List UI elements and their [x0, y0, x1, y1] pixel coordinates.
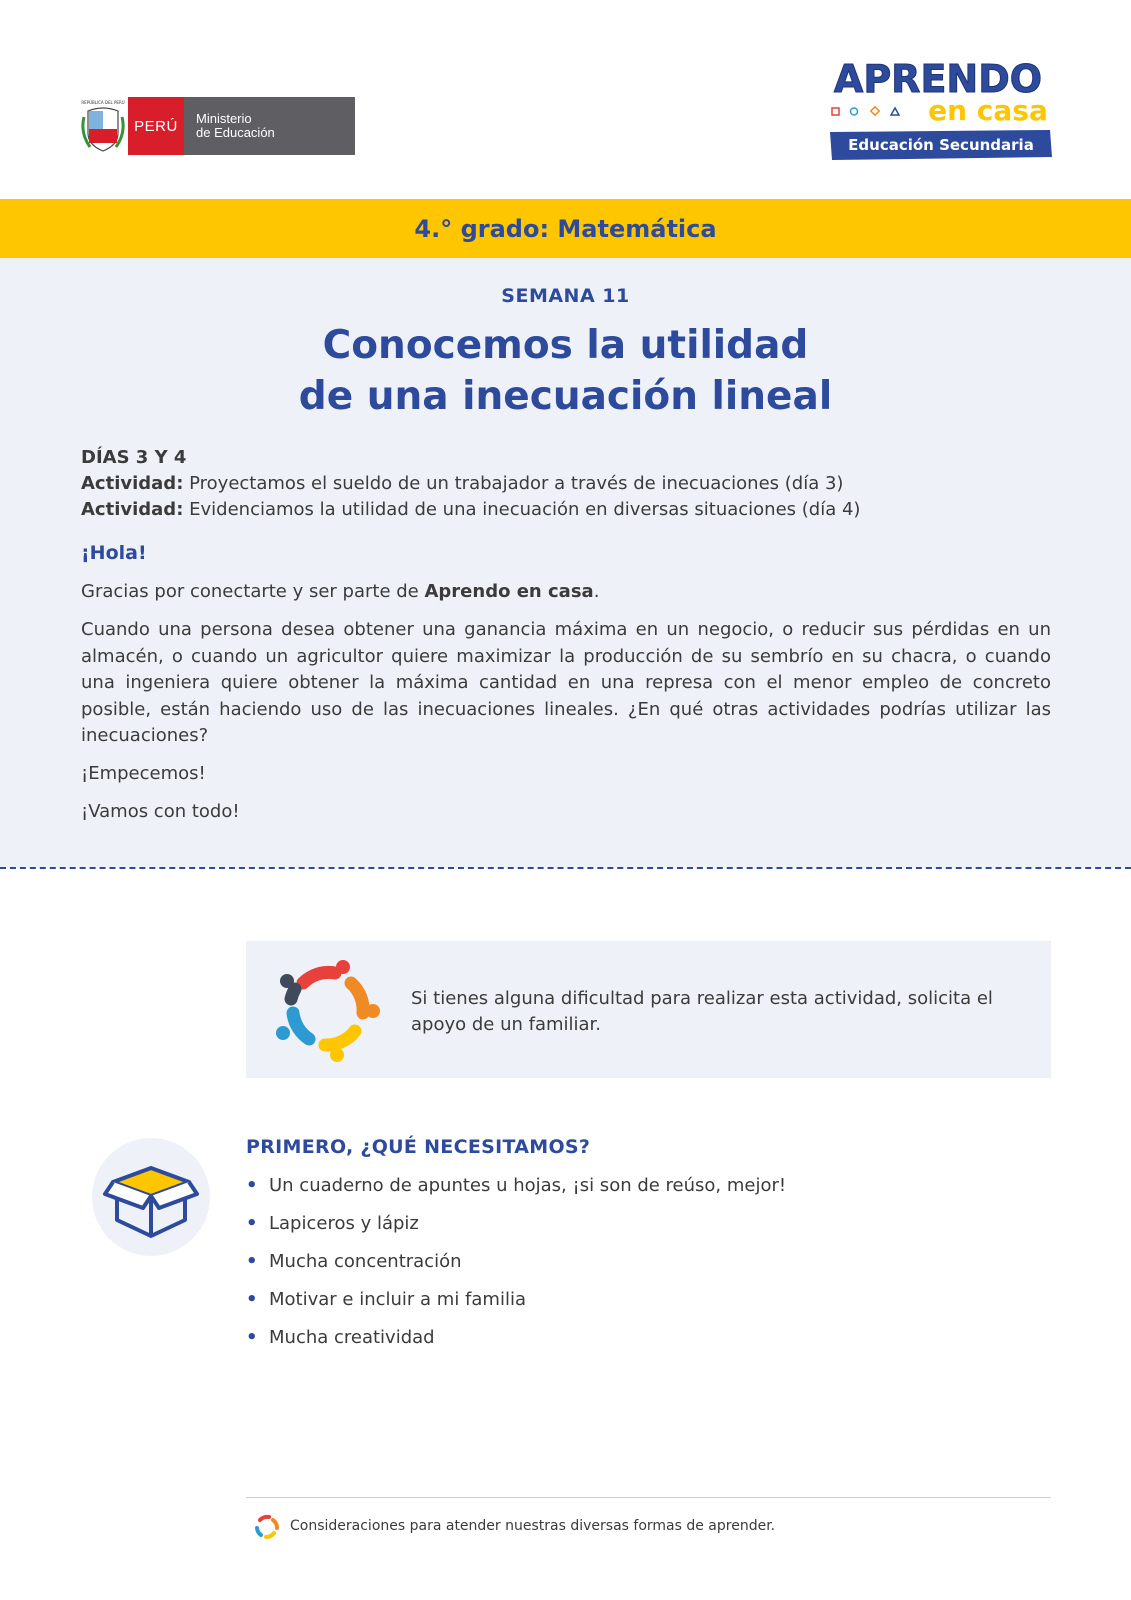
coat-of-arms-icon: [80, 97, 126, 155]
list-item: • Lapiceros y lápiz: [246, 1213, 419, 1234]
peru-label: PERÚ: [128, 97, 184, 155]
activity-day3: Actividad: Proyectamos el sueldo de un trabajador a través de inecuaciones (día 3): [81, 473, 844, 494]
needs-list: [246, 1175, 786, 1365]
ministry-label: [184, 97, 355, 155]
brand-word2: en casa: [928, 94, 1048, 127]
people-circle-small-icon: [252, 1512, 282, 1542]
cheer-text: ¡Vamos con todo!: [81, 801, 240, 822]
people-circle-icon: [273, 953, 385, 1065]
days-label: DÍAS 3 Y 4: [81, 447, 187, 468]
svg-text:REPÚBLICA DEL PERÚ: REPÚBLICA DEL PERÚ: [81, 100, 125, 105]
family-support-note: [246, 941, 1051, 1078]
aprendo-en-casa-logo: [828, 58, 1054, 166]
needs-title: PRIMERO, ¿QUÉ NECESITAMOS?: [246, 1136, 591, 1158]
list-item: • Mucha concentración: [246, 1251, 462, 1272]
ministry-logo: [80, 97, 355, 155]
brand-ribbon: Educación Secundaria: [848, 136, 1034, 154]
list-item: • Motivar e incluir a mi familia: [246, 1289, 526, 1310]
open-box-icon: [101, 1160, 201, 1240]
footer-text: Consideraciones para atender nuestras diversas formas de aprender.: [290, 1518, 776, 1534]
title-line2: de una inecuación lineal: [298, 374, 833, 419]
section-divider: [0, 867, 1131, 869]
activity-day4: Actividad: Evidenciamos la utilidad de una inecuación en diversas situaciones (día 4): [81, 499, 861, 520]
support-text: Si tienes alguna dificultad para realizar esta actividad, solicita el apoyo de un familiar.: [411, 988, 993, 1035]
ministry-line1: Ministerio: [196, 111, 252, 126]
greeting: ¡Hola!: [81, 542, 147, 564]
grade-banner: 4.° grado: Matemática: [0, 199, 1131, 258]
start-text: ¡Empecemos!: [81, 763, 206, 784]
thanks-text: Gracias por conectarte y ser parte de Aprendo en casa.: [81, 581, 600, 602]
ministry-line2: de Educación: [196, 125, 275, 140]
week-label: SEMANA 11: [501, 285, 630, 307]
shape-dots-icon: [832, 107, 899, 115]
page-title: [0, 320, 1131, 422]
list-item: • Un cuaderno de apuntes u hojas, ¡si son de reúso, mejor!: [246, 1175, 787, 1196]
intro-paragraph: Cuando una persona desea obtener una ganancia máxima en un negocio, o reducir sus pérdidas en un almacén, o cuando un agricultor quiere maximizar la producción de su sembrío en su chacra, o cuando una ingeniera quiere obtener la máxima cantidad en una represa con el menor empleo de concreto posible, están haciendo uso de las inecuaciones lineales. ¿En qué otras actividades podrías utilizar las inecuaciones?: [81, 619, 1051, 746]
title-line1: Conocemos la utilidad: [322, 323, 809, 368]
footer-divider: [246, 1497, 1051, 1498]
brand-word1: APRENDO: [833, 58, 1043, 101]
list-item: • Mucha creatividad: [246, 1327, 435, 1348]
